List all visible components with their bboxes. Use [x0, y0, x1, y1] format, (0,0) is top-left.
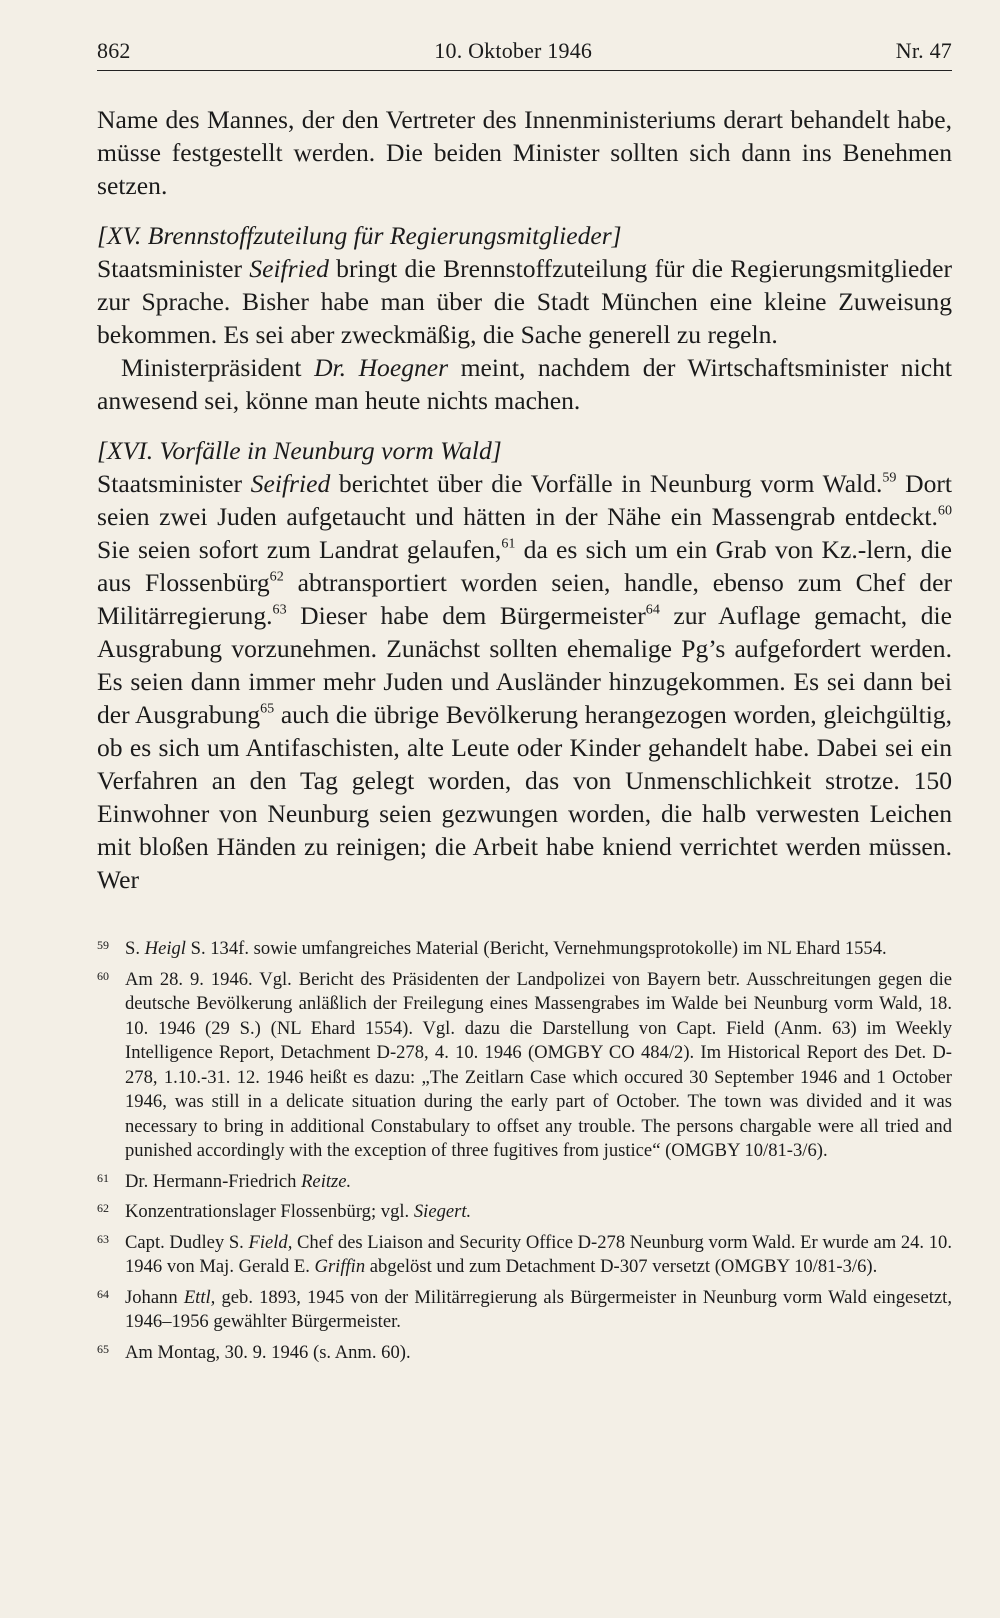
paragraph: Staatsminister Seifried berichtet über die Vorfälle in Neunburg vorm Wald.$^{59}$ Dort seien zwei Juden aufgetaucht und hätten in der Nähe ein Massengrab entdeckt.$^{60}$ Sie seien sofort zum Landrat gelaufen,$^{61}$ da es sich um ein Grab von Kz.-lern, die aus Flossenbürg$^{62}$ abtransportiert worden seien, handle, ebenso zum Chef der Militärregierung.$^{63}$ Dieser habe dem Bürgermeister$^{64}$ zur Auflage gemacht, die Ausgrabung vorzunehmen. Zunächst sollten ehemalige Pg’s aufgefordert werden. Es seien dann immer mehr Juden und Ausländer hinzugekommen. Es sei dann bei der Ausgrabung$^{65}$ auch die übrige Bevölkerung herangezogen worden, gleichgültig, ob es sich um Antifaschisten, alte Leute oder Kinder gehandelt habe. Dabei sei ein Verfahren an den Tag gelegt worden, das von Unmenschlichkeit strotze. 150 Einwohner von Neunburg seien gezwungen worden, die halb verwesten Leichen mit bloßen Händen zu reinigen; die Arbeit habe kniend verrichtet werden müssen. Wer: [97, 469, 953, 894]
footnote: [97, 1231, 952, 1280]
footnote-text: S. Heigl S. 134f. sowie umfangreiches Material (Bericht, Vernehmungsprotokolle) im NL Ehard 1554.: [125, 938, 887, 959]
footnotes: [97, 937, 952, 1371]
footnote-ref[interactable]: 62: [269, 568, 284, 585]
footnote-ref[interactable]: 61: [501, 535, 516, 552]
footnote-text: Konzentrationslager Flossenbürg; vgl. Siegert.: [125, 1201, 472, 1222]
footnote-ref[interactable]: 63: [272, 601, 287, 618]
footnote-number: 64: [97, 1286, 109, 1301]
footnote-number: 62: [97, 1201, 109, 1215]
footnote-text: Am 28. 9. 1946. Vgl. Bericht des Präsidenten der Landpolizei von Bayern betr. Ausschreitungen gegen die deutsche Bevölkerung anläßlich der Freilegung eines Massengrabes im Walde bei Neunburg vorm Wald, 18. 10. 1946 (29 S.) (NL Ehard 1554). Vgl. dazu die Darstellung von Capt. Field (Anm. 63) im Weekly Intelligence Report, Detachment D-278, 4. 10. 1946 (OMGBY CO 484/2). Im Historical Report des Det. D-278, 1.10.-31. 12. 1946 heißt es dazu: „The Zeitlarn Case which occured 30 September 1946 and 1 October 1946, was still in a delicate situation during the early part of October. The town was divided and it was necessary to bring in additional Constabulary to offset any trouble. The persons chargable were all tried and punished accordingly with the exception of three fugitives from justice“ (OMGBY 10/81-3/6).: [125, 968, 952, 1161]
page-number: 862: [97, 38, 131, 63]
footnote: [97, 1170, 952, 1195]
footnote-text: Dr. Hermann-Friedrich Reitze.: [125, 1170, 352, 1192]
footnote-ref[interactable]: 60: [937, 502, 952, 519]
paragraph: Staatsminister Seifried bringt die Brennstoffzuteilung für die Regierungsmitglieder zur Sprache. Bisher habe man über die Stadt München eine kleine Zuweisung bekommen. Es sei aber zweckmäßig, die Sache generell zu regeln.: [97, 254, 952, 349]
person-name: Dr. Hoegner: [314, 353, 449, 382]
footnote: [97, 968, 952, 1164]
footnote: [97, 1341, 952, 1366]
section-heading: [XV. Brennstoffzuteilung für Regierungsmitglieder]: [97, 221, 622, 250]
footnote-text: Johann Ettl, geb. 1893, 1945 von der Militärregierung als Bürgermeister in Neunburg vorm Wald eingesetzt, 1946–1956 gewählter Bürgermeister.: [125, 1286, 953, 1332]
header-rule: [97, 70, 952, 71]
footnote: [97, 937, 952, 962]
footnote-number: 65: [97, 1341, 109, 1356]
document-number: Nr. 47: [895, 38, 952, 63]
footnote-number: 60: [97, 968, 109, 983]
paragraph: Name des Mannes, der den Vertreter des Innenministeriums derart behandelt habe, müsse festgestellt werden. Die beiden Minister sollten sich dann ins Benehmen setzen.: [97, 105, 952, 200]
footnote-ref[interactable]: 64: [645, 601, 660, 618]
footnote-number: 63: [97, 1231, 109, 1246]
footnote-text: Am Montag, 30. 9. 1946 (s. Anm. 60).: [125, 1341, 411, 1363]
header-date: 10. Oktober 1946: [434, 38, 593, 63]
footnote: [97, 1200, 952, 1225]
footnote-text: Capt. Dudley S. Field, Chef des Liaison and Security Office D-278 Neunburg vorm Wald. Er wurde am 24. 10. 1946 von Maj. Gerald E. Griffin abgelöst und zum Detachment D-307 versetzt (OMGBY 10/81-3/6).: [125, 1231, 952, 1277]
footnote-number: 59: [97, 938, 109, 952]
footnote: [97, 1286, 952, 1335]
section-heading: [XVI. Vorfälle in Neunburg vorm Wald]: [97, 436, 502, 465]
footnote-number: 61: [97, 1170, 109, 1185]
main-text: [97, 103, 952, 896]
footnote-ref[interactable]: 65: [260, 700, 275, 717]
paragraph: Ministerpräsident Dr. Hoegner meint, nachdem der Wirtschaftsminister nicht anwesend sei, könne man heute nichts machen.: [97, 353, 952, 415]
person-name: Seifried: [249, 254, 329, 283]
person-name: Seifried: [250, 469, 331, 498]
footnote-ref[interactable]: 59: [882, 469, 897, 486]
running-header: [97, 38, 952, 64]
